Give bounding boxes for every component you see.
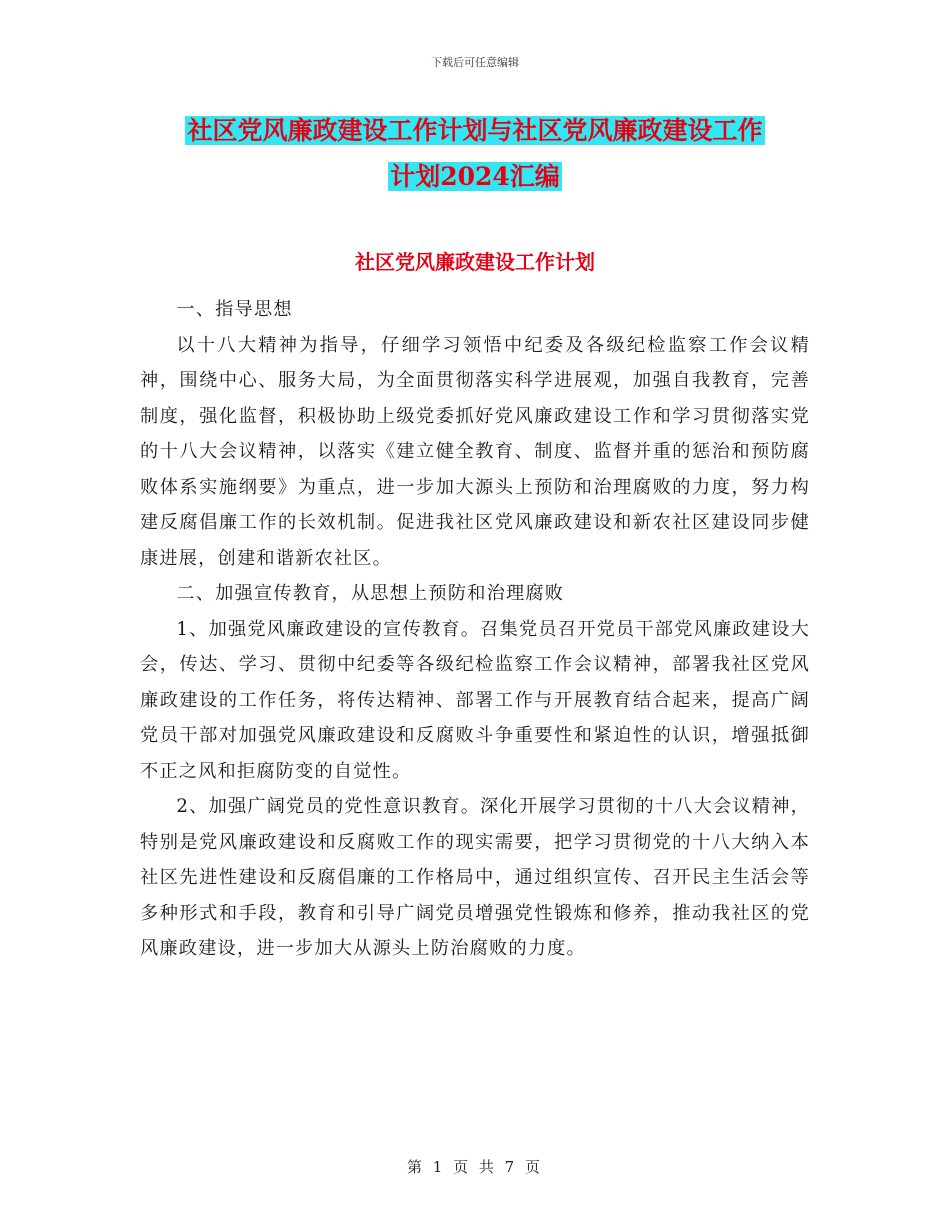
document-body — [140, 292, 810, 967]
paragraph: 2、加强广阔党员的党性意识教育。深化开展学习贯彻的十八大会议精神，特别是党风廉政建设和反腐败工作的现实需要，把学习贯彻党的十八大纳入本社区先进性建设和反腐倡廉的工作格局中，通过组织宣传、召开民主生活会等多种形式和手段，教育和引导广阔党员增强党性锻炼和修养，推动我社区的党风廉政建设，进一步加大从源头上防治腐败的力度。 — [140, 796, 810, 959]
paragraph: 以十八大精神为指导，仔细学习领悟中纪委及各级纪检监察工作会议精神，围绕中心、服务大局，为全面贯彻落实科学进展观，加强自我教育，完善制度，强化监督，积极协助上级党委抓好党风廉政建设工作和学习贯彻落实党的十八大会议精神，以落实《建立健全教育、制度、监督并重的惩治和预防腐败体系实施纲要》为重点，进一步加大源头上预防和治理腐败的力度，努力构建反腐倡廉工作的长效机制。促进我社区党风廉政建设和新农社区建设同步健康进展，创建和谐新农社区。 — [140, 334, 810, 569]
heading-publicity-education: 二、加强宣传教育，从思想上预防和治理腐败 — [176, 583, 565, 604]
title-line-1: 社区党风廉政建设工作计划与社区党风廉政建设工作 — [187, 116, 763, 145]
document-title — [140, 108, 810, 200]
paragraph: 1、加强党风廉政建设的宣传教育。召集党员召开党员干部党风廉政建设大会，传达、学习、贯彻中纪委等各级纪检监察工作会议精神，部署我社区党风廉政建设的工作任务，将传达精神、部署工作与开展教育结合起来，提高广阔党员干部对加强党风廉政建设和反腐败斗争重要性和紧迫性的认识，增强抵御不正之风和拒腐防变的自觉性。 — [140, 618, 810, 782]
title-line-2: 计划2024汇编 — [390, 162, 560, 191]
header-note: 下载后可任意编辑 — [431, 56, 519, 69]
section-title: 社区党风廉政建设工作计划 — [355, 250, 595, 274]
page-number-footer: 第 1 页 共 7 页 — [407, 1158, 543, 1176]
heading-guiding-ideology: 一、指导思想 — [176, 299, 293, 320]
